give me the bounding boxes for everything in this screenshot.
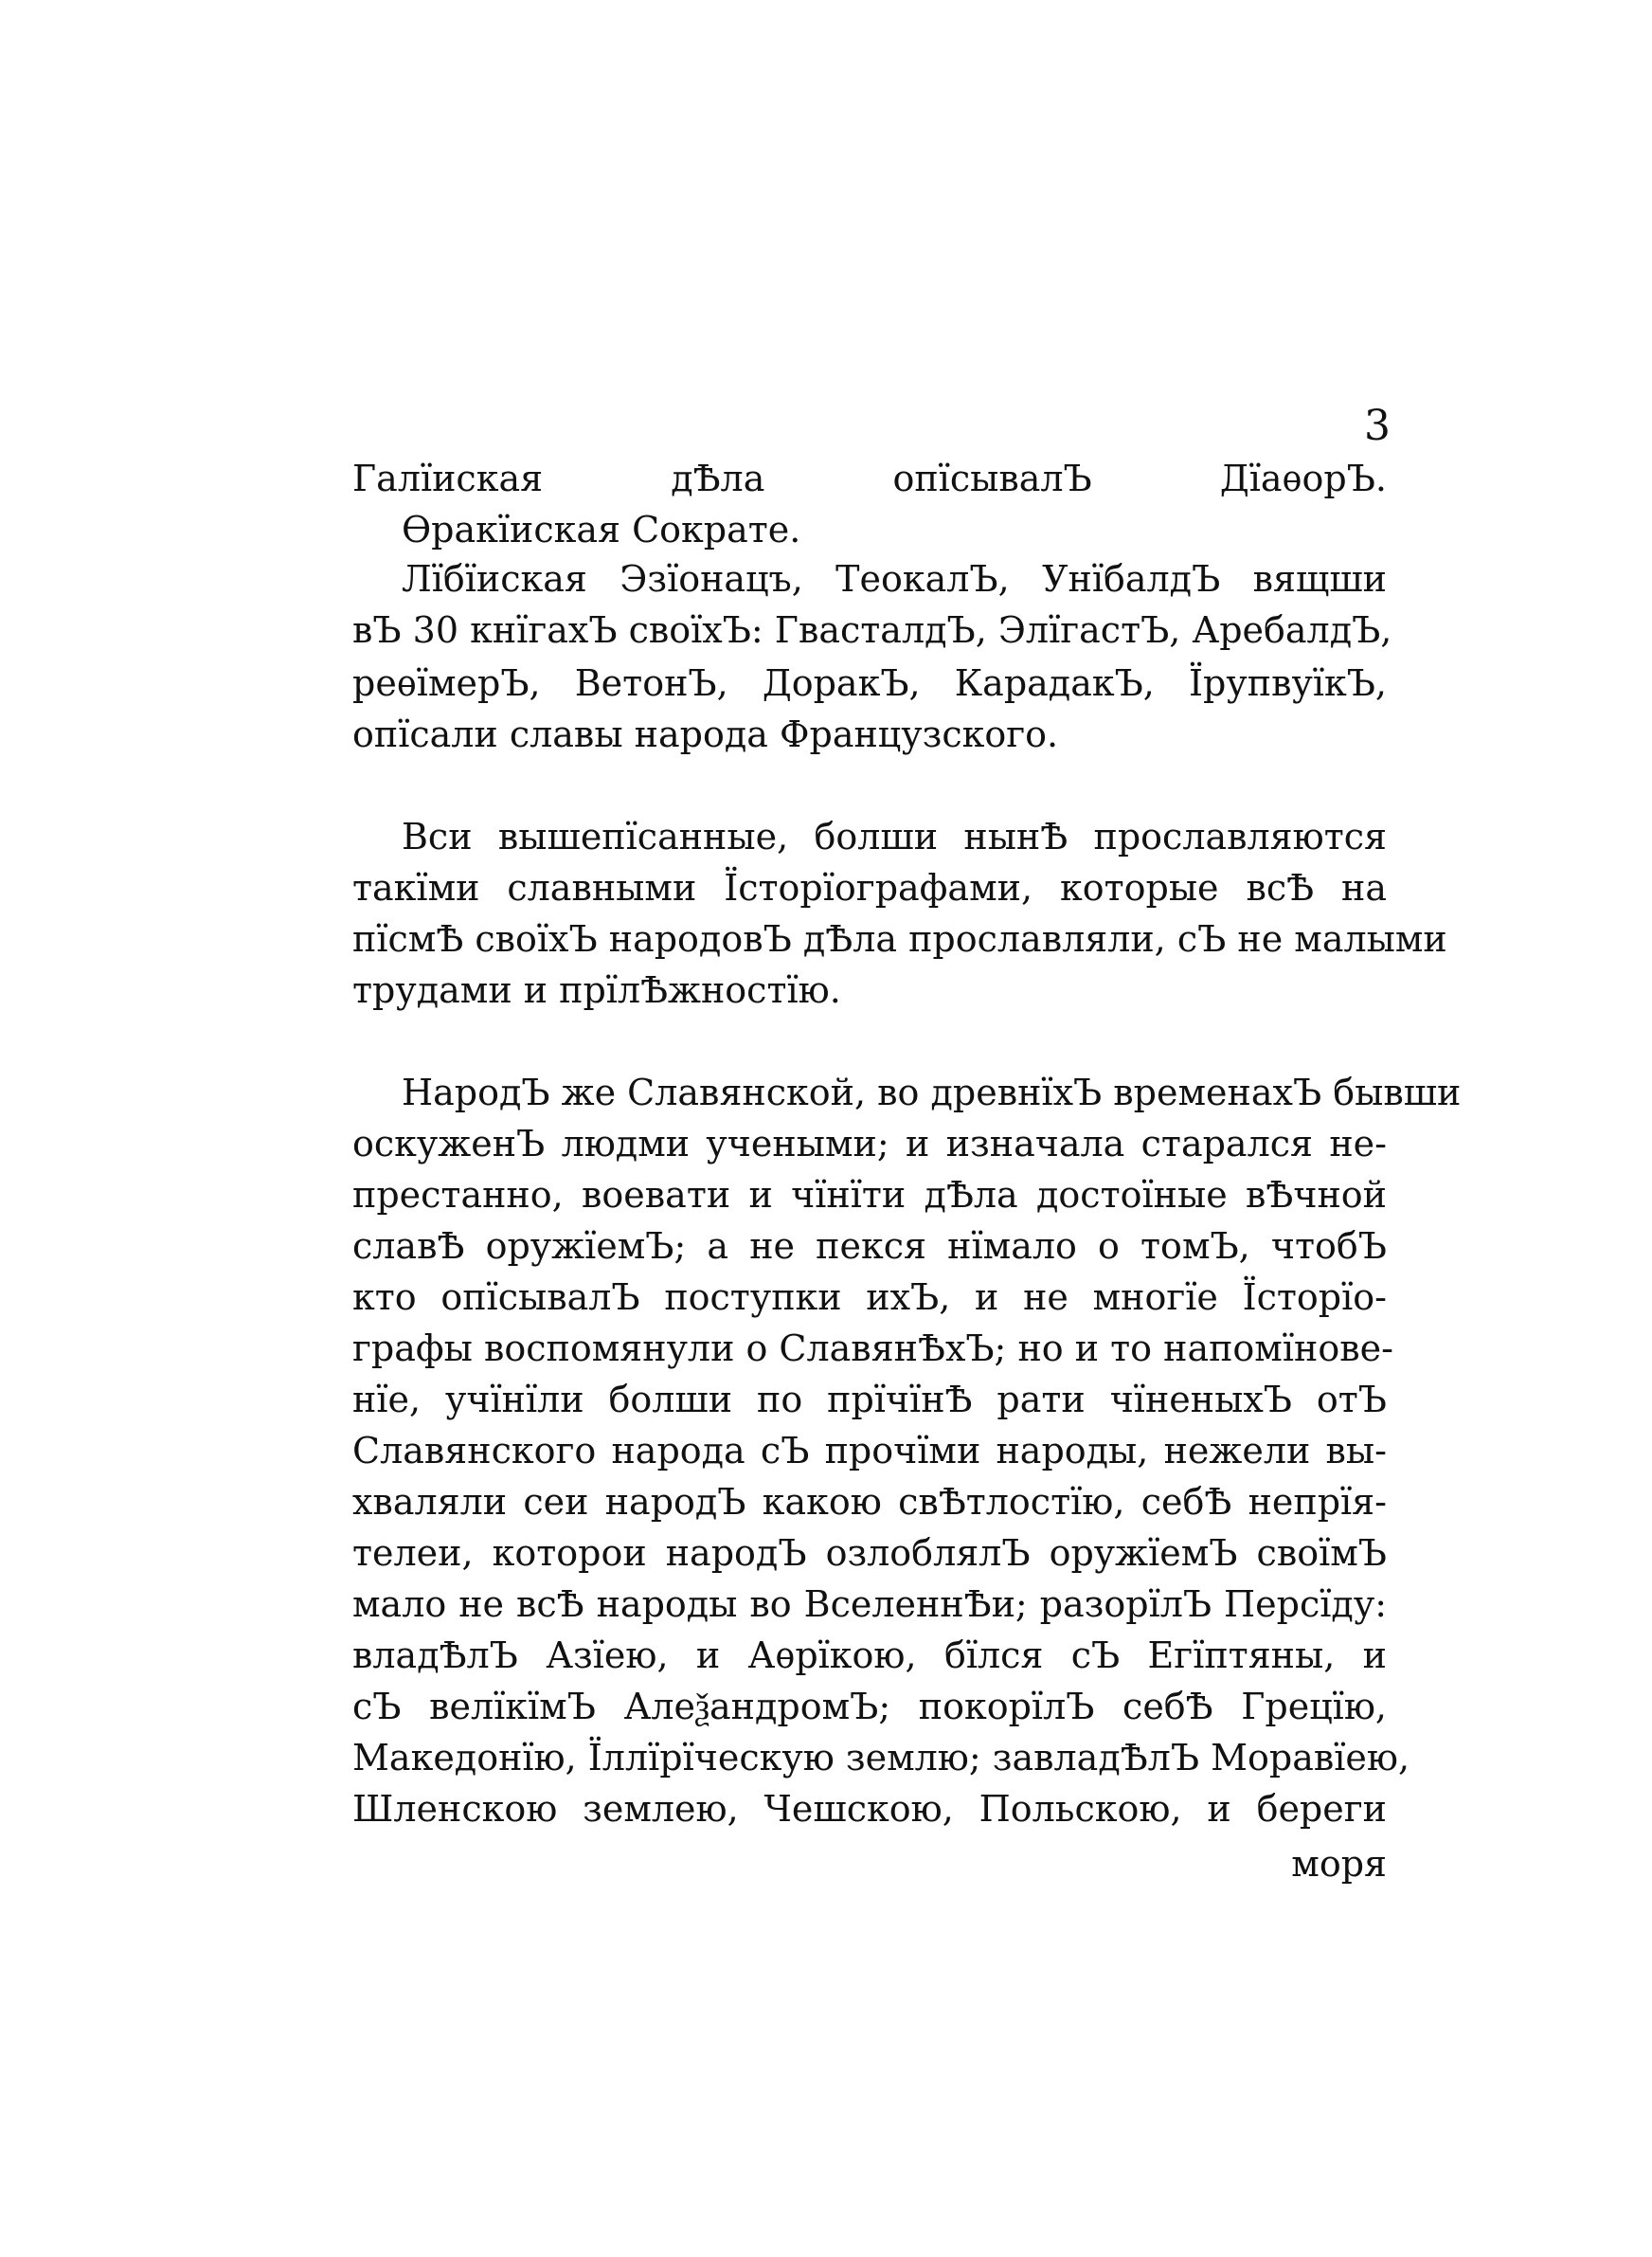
- catchword: моря: [1291, 1843, 1387, 1885]
- text-line: кто опїсывалЪ поступки ихЪ, и не многїе Їсторїо-: [352, 1276, 1387, 1318]
- text-line: нїе, учїнїли болши по прїчїнѢ рати чїненыхЪ отЪ: [352, 1379, 1387, 1420]
- text-line: телеи, которои народЪ озлоблялЪ оружїемЪ своїмЪ: [352, 1532, 1387, 1574]
- text-line: славѢ оружїемЪ; а не пекся нїмало о томЪ, чтобЪ: [352, 1225, 1387, 1267]
- text-line: оскуженЪ людми учеными; и изначала старался не-: [352, 1123, 1387, 1165]
- text-line: престанно, воевати и чїнїти дѢла достоїные вѢчной: [352, 1174, 1387, 1216]
- text-line: НародЪ же Славянской, во древнїхЪ временахЪ бывши: [402, 1072, 1462, 1113]
- text-line: Галїиская дѢла опїсывалЪ ДїаѳорЪ.: [352, 458, 1387, 499]
- text-line: пїсмѢ своїхЪ народовЪ дѢла прославляли, сЪ не малыми: [352, 918, 1447, 960]
- text-line: Шленскою землею, Чешскою, Польскою, и береги: [352, 1788, 1387, 1830]
- text-line: опїсали славы народа Французского.: [352, 713, 1059, 755]
- text-line: реѳїмерЪ, ВетонЪ, ДоракЪ, КарадакЪ, ЇрупвуїкЪ,: [352, 662, 1387, 704]
- text-line: трудами и прїлѢжностїю.: [352, 969, 841, 1011]
- text-line: Лїбїиская Эзїонацъ, ТеокалЪ, УнїбалдЪ вящши: [402, 558, 1387, 600]
- text-line: Ѳракїиская Сократе.: [402, 509, 801, 551]
- text-line: Славянского народа сЪ прочїми народы, нежели вы-: [352, 1430, 1387, 1472]
- text-line: вЪ 30 кнїгахЪ своїхЪ: ГвасталдЪ, ЭлїгастЪ, АребалдЪ,: [352, 609, 1392, 651]
- text-line: Македонїю, Їллїрїческую землю; завладѢлЪ Моравїею,: [352, 1737, 1410, 1779]
- text-line: такїми славными Їсторїографами, которые всѢ на: [352, 867, 1387, 909]
- page-number: 3: [1364, 402, 1391, 450]
- text-line: сЪ велїкїмЪ АлеѯандромЪ; покорїлЪ себѢ Грецїю,: [352, 1686, 1387, 1727]
- text-line: Вси вышепїсанные, болши нынѢ прославляются: [402, 816, 1387, 858]
- text-line: графы воспомянули о СлавянѢхЪ; но и то напомїнове-: [352, 1327, 1393, 1369]
- text-line: владѢлЪ Азїею, и Аѳрїкою, бїлся сЪ Егїптяны, и: [352, 1634, 1387, 1676]
- text-line: мало не всѢ народы во ВселеннѢи; разорїлЪ Персїду:: [352, 1583, 1387, 1625]
- text-line: хваляли сеи народЪ какою свѢтлостїю, себѢ непрїя-: [352, 1481, 1387, 1523]
